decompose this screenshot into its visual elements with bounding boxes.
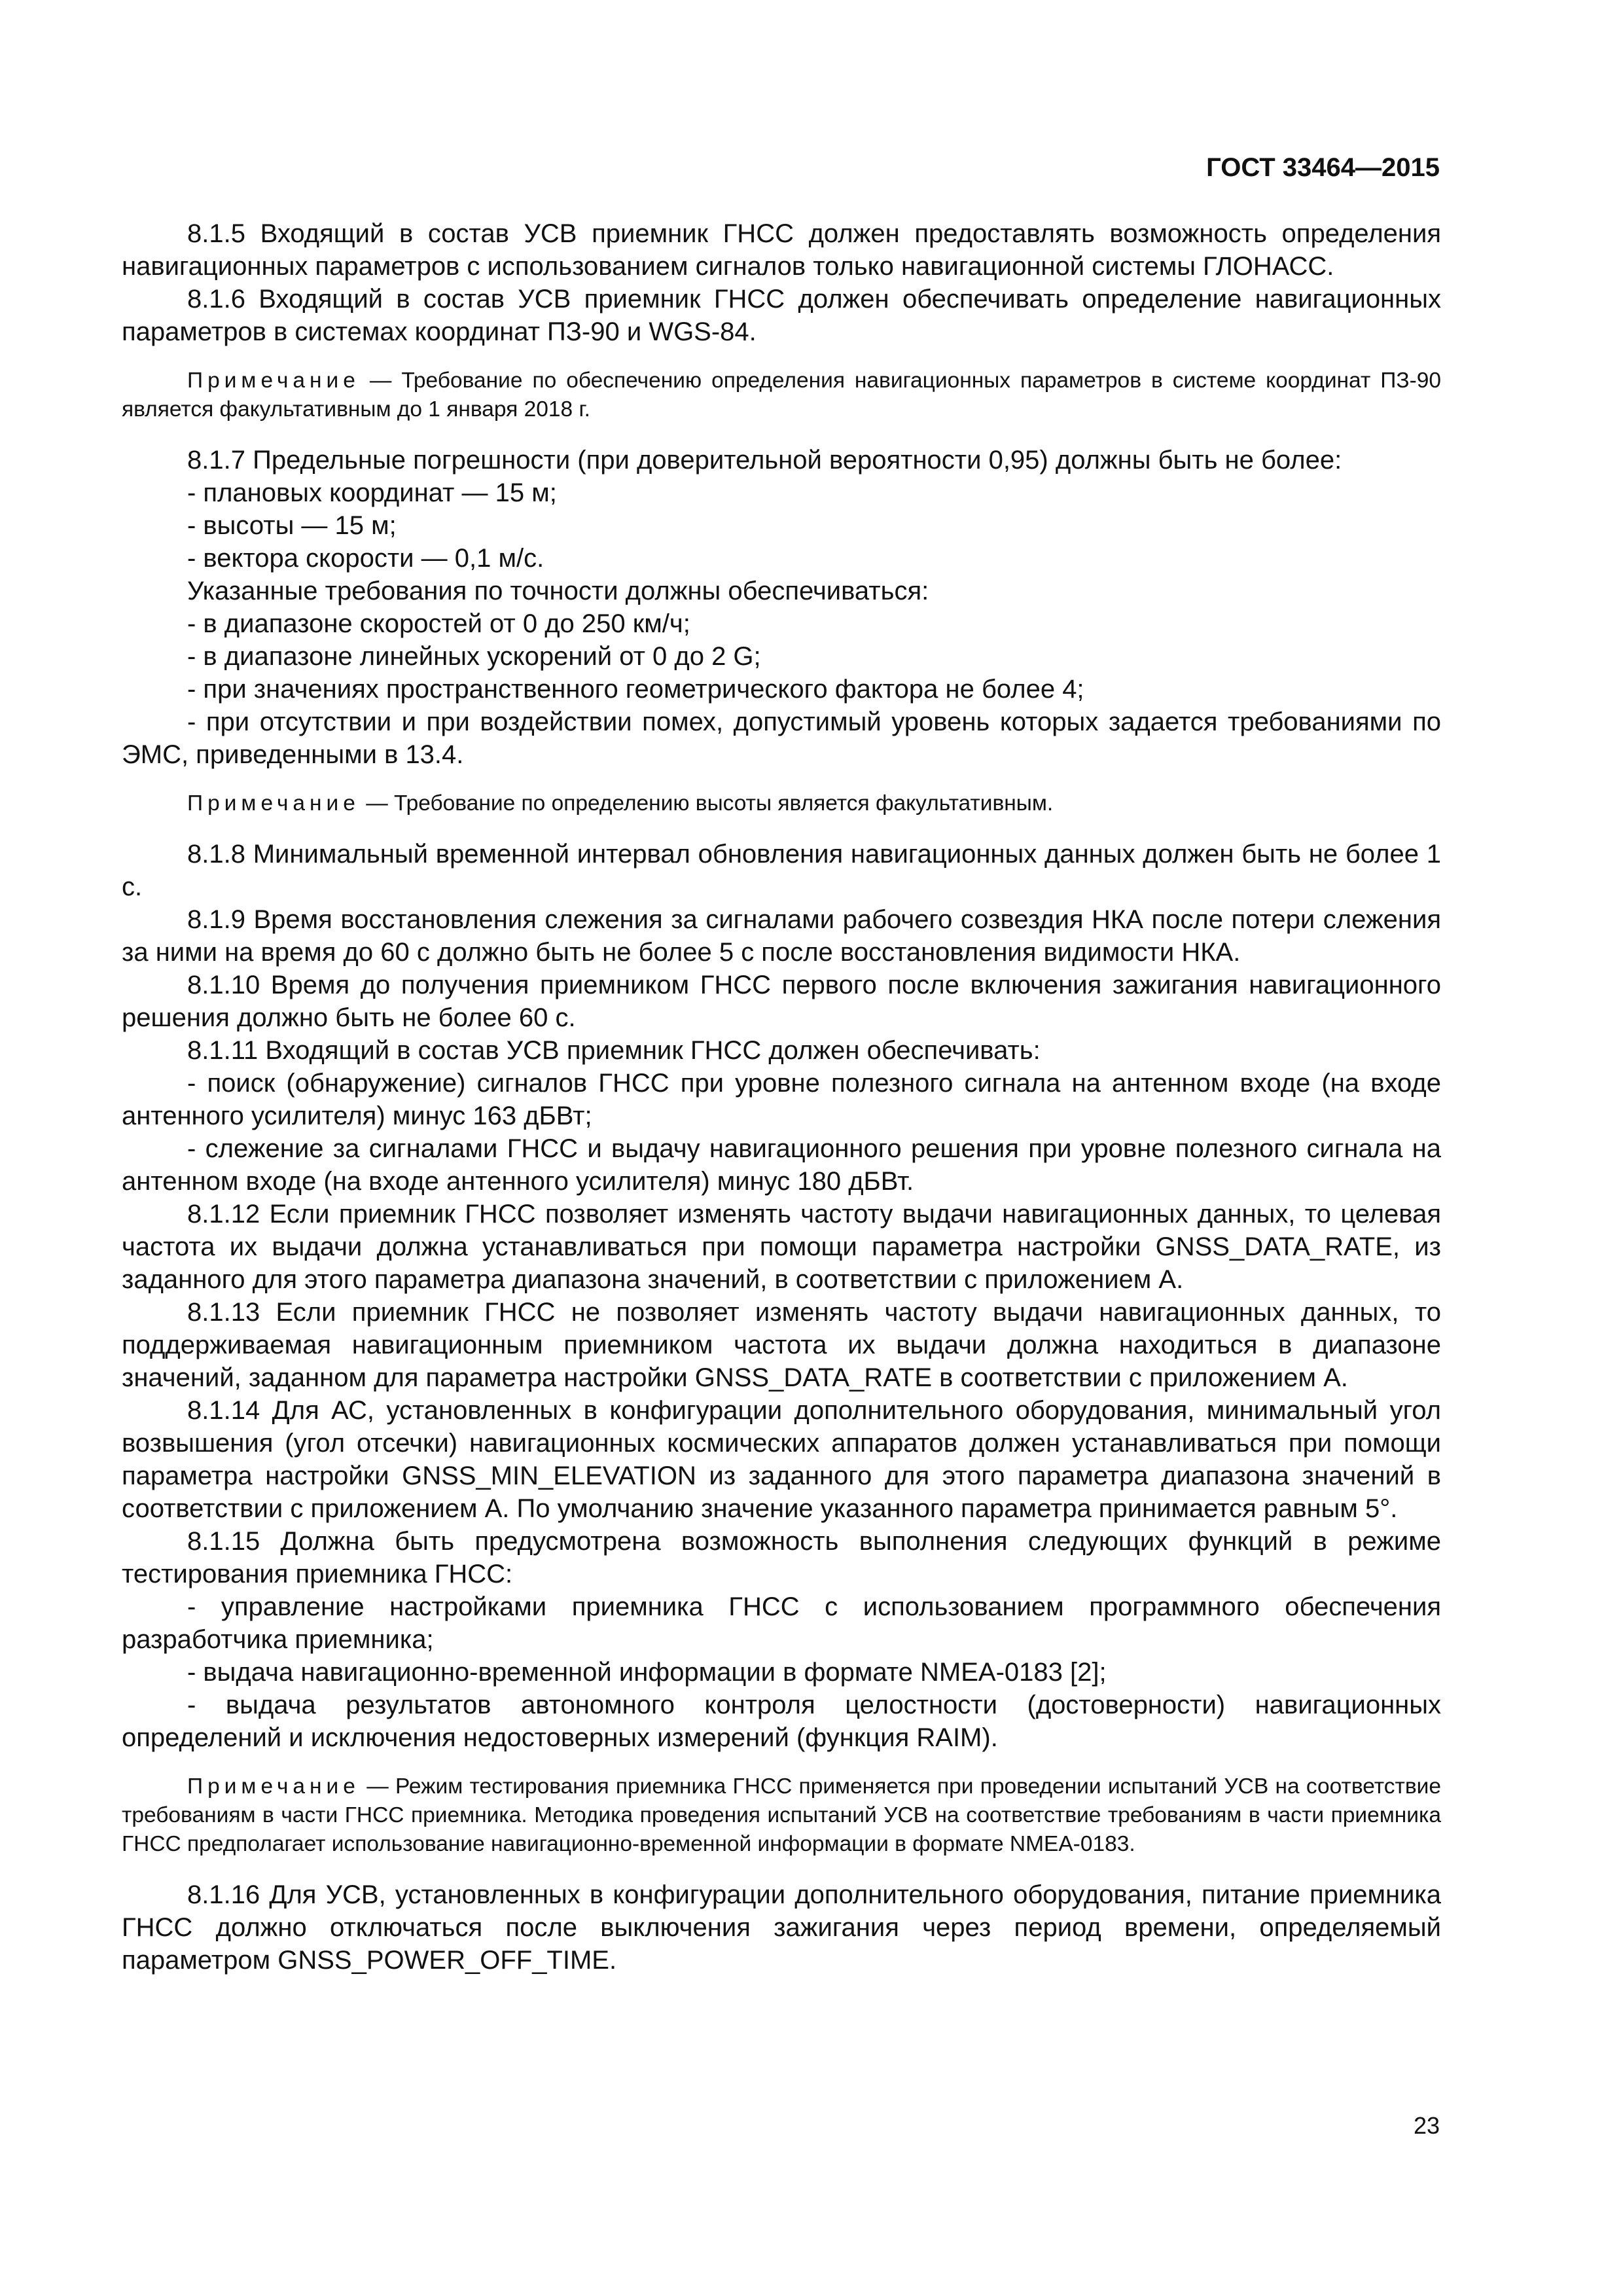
note-label: Примечание — [187, 1774, 360, 1799]
clause-8-1-6: 8.1.6 Входящий в состав УСВ приемник ГНСС должен обеспечивать определение навигационных параметров в системах координат ПЗ-90 и WGS-84. — [122, 285, 1441, 346]
clause-8-1-10: 8.1.10 Время до получения приемником ГНСС первого после включения зажигания навигационного решения должно быть не более 60 с. — [122, 971, 1441, 1032]
list-item: - плановых координат — 15 м; — [187, 478, 557, 507]
clause-8-1-9: 8.1.9 Время восстановления слежения за сигналами рабочего созвездия НКА после потери слежения за ними на время до 60 с должно быть не более 5 с после восстановления видимости НКА. — [122, 905, 1441, 967]
list-item: - вектора скорости — 0,1 м/с. — [187, 544, 544, 573]
list-item: - выдача навигационно-временной информации в формате NMEA-0183 [2]; — [187, 1658, 1107, 1687]
list-item: - при отсутствии и при воздействии помех, допустимый уровень которых задается требованиями по ЭМС, приведенными в 13.4. — [122, 708, 1441, 769]
list-item: - выдача результатов автономного контроля целостности (достоверности) навигационных определений и исключения недостоверных измерений (функция RAIM). — [122, 1691, 1441, 1752]
page-number: 23 — [1413, 2112, 1440, 2139]
clause-8-1-5: 8.1.5 Входящий в состав УСВ приемник ГНСС должен предоставлять возможность определения навигационных параметров с использованием сигналов только навигационной системы ГЛОНАСС. — [122, 219, 1441, 281]
list-item: - при значениях пространственного геометрического фактора не более 4; — [187, 675, 1084, 704]
clause-8-1-15: 8.1.15 Должна быть предусмотрена возможность выполнения следующих функций в режиме тестирования приемника ГНСС: — [122, 1527, 1441, 1588]
clause-8-1-16: 8.1.16 Для УСВ, установленных в конфигурации дополнительного оборудования, питание приемника ГНСС должно отключаться после выключения зажигания через период времени, определяемый параметром GNSS_POWER_OFF_TIME. — [122, 1880, 1441, 1975]
accuracy-intro: Указанные требования по точности должны обеспечиваться: — [187, 577, 929, 605]
clause-8-1-13: 8.1.13 Если приемник ГНСС не позволяет изменять частоту выдачи навигационных данных, то поддерживаемая навигационным приемником частота их выдачи должна находиться в диапазоне значений, заданном для параметра настройки GNSS_DATA_RATE в соответствии с приложением А. — [122, 1298, 1441, 1392]
document-body — [122, 217, 1441, 1977]
note-label: Примечание — [187, 368, 360, 393]
clause-8-1-11: 8.1.11 Входящий в состав УСВ приемник ГНСС должен обеспечивать: — [187, 1036, 1041, 1065]
note-label: Примечание — [187, 791, 360, 816]
note-text: — Требование по обеспечению определения навигационных параметров в системе координат ПЗ-90 является факультативным до 1 января 2018 г. — [122, 368, 1441, 422]
note-text: — Требование по определению высоты является факультативным. — [359, 791, 1054, 816]
clause-8-1-8: 8.1.8 Минимальный временной интервал обновления навигационных данных должен быть не более 1 с. — [122, 840, 1441, 901]
note-3 — [122, 1772, 1441, 1859]
list-item: - поиск (обнаружение) сигналов ГНСС при уровне полезного сигнала на антенном входе (на входе антенного усилителя) минус 163 дБВт; — [122, 1069, 1441, 1130]
list-item: - высоты — 15 м; — [187, 511, 397, 540]
list-item: - в диапазоне линейных ускорений от 0 до 2 G; — [187, 642, 761, 671]
document-header: ГОСТ 33464—2015 — [1206, 153, 1440, 182]
note-1 — [122, 367, 1441, 424]
clause-8-1-7: 8.1.7 Предельные погрешности (при доверительной вероятности 0,95) должны быть не более: — [187, 446, 1342, 475]
list-item: - слежение за сигналами ГНСС и выдачу навигационного решения при уровне полезного сигнала на антенном входе (на входе антенного усилителя) минус 180 дБВт. — [122, 1134, 1441, 1196]
note-2 — [122, 789, 1441, 818]
clause-8-1-14: 8.1.14 Для АС, установленных в конфигурации дополнительного оборудования, минимальный угол возвышения (угол отсечки) навигационных космических аппаратов должен устанавливаться при помощи параметра настройки GNSS_MIN_ELEVATION из заданного для этого параметра диапазона значений в соответствии с приложением А. По умолчанию значение указанного параметра принимается равным 5°. — [122, 1396, 1441, 1523]
clause-8-1-12: 8.1.12 Если приемник ГНСС позволяет изменять частоту выдачи навигационных данных, то целевая частота их выдачи должна устанавливаться при помощи параметра настройки GNSS_DATA_RATE, из заданного для этого параметра диапазона значений, в соответствии с приложением А. — [122, 1200, 1441, 1294]
note-text: — Режим тестирования приемника ГНСС применяется при проведении испытаний УСВ на соответствие требованиям в части ГНСС приемника. Методика проведения испытаний УСВ на соответствие требованиям в части приемника ГНСС предполагает использование навигационно-временной информации в формате NMEA-0183. — [122, 1774, 1441, 1856]
list-item: - в диапазоне скоростей от 0 до 250 км/ч; — [187, 609, 690, 638]
list-item: - управление настройками приемника ГНСС с использованием программного обеспечения разработчика приемника; — [122, 1592, 1441, 1654]
